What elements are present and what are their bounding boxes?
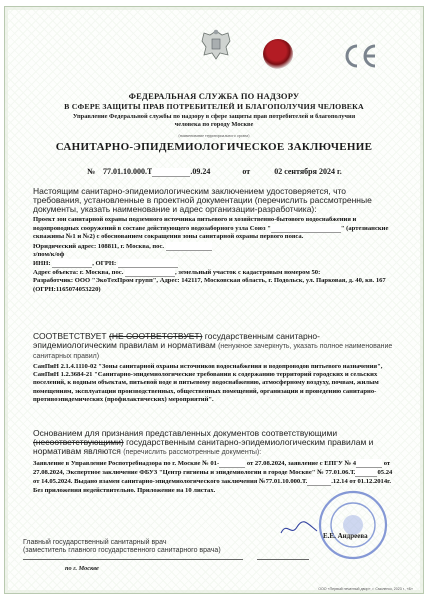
norms-list: СанПиН 2.1.4.1110-02 "Зоны санитарной охраны источников водоснабжения и водопроводов питьевого назначения", СанПиН 1.2.3684-21 "Санитарно-эпидемиологические требования к содержанию территорий городских и сельских поселений, к водным объектам, питьевой воде и питьевому водоснабжению, атмосферному воздуху, почвам, жилым помещениям, эксплуатации производственных, общественных помещений, организации и проведению санитарно-противоэпидемических (профилактических) мероприятий". [33,363,383,403]
office-hint: (наименование территориального органа) [178,133,250,138]
redacted-field [152,168,190,177]
document-title: САНИТАРНО-ЭПИДЕМИОЛОГИЧЕСКОЕ ЗАКЛЮЧЕНИЕ [55,141,373,153]
ce-logo-icon [337,43,381,69]
project-description: Проект зон санитарной охраны подземного источника питьевого и хозяйственно-бытового водоснабжения и водопроводных сооружений в составе действующего водозаборного узла Союз " " (артезианские скважины №1 и №2) с обоснованием сокращения зоны санитарной охраны первого пояса. Юридический адрес: 108811, г. Москва, пос. з/пом/к/оф ИНН: , ОГРН: Адрес объекта: г. Москва, пос. , земельный участок с кадастровым номером 50: Разработчик: ООО "ЭкоТехПром групп", Адрес: 142117, Московская область, г. Подольск, ул. Парковая, д. 40, кв. 167 (ОГРН:1165074053220) [33,216,389,293]
agency-name: ФЕДЕРАЛЬНАЯ СЛУЖБА ПО НАДЗОРУ [128,91,300,101]
number-value: 77.01.10.000.Т [103,167,153,176]
signature-role: Главный государственный санитарный врач (заместитель главного государственного санитарного врача) [23,539,221,555]
date-from: от [242,167,251,176]
signature-place: по г. Москве [65,565,99,572]
basis-documents: Заявление в Управление Роспотребнадзора по г. Москве № 01- от 27.08.2024, заявление с ЕПГУ № 4 от 27.08.2024, Экспертное заключение ФБУЗ "Центр гигиены и эпидемиологии в городе Москве" № 77.01.06.Т. 05.24 от 14.05.2024. Выдано взамен санитарно-эпидемиологического заключения №77.01.10.000.Т. .12.14 от 01.12.2014г. Без приложения недействительно. Приложение на 10 листах. [33,460,393,494]
number-suffix: .09.24 [190,167,211,176]
certificate-sheet [4,6,424,594]
conformity-statement: СООТВЕТСТВУЕТ (НЕ СООТВЕТСТВУЕТ) государственным санитарно-эпидемиологическим правилам и нормативам (ненужное зачеркнуть, указать полное наименование санитарных правил) [33,331,393,360]
signatory-name: Е.Е. Андреева [323,532,368,540]
intro-text: Настоящим санитарно-эпидемиологическим заключением удостоверяется, что требования, установленные в проектной документации (перечислить рассмотренные документы, указать наименование и адрес организации-разработчика): [33,186,372,214]
printer-footer: ООО «Первый печатный двор», г. Смоленск, 2023 г., «Б» [318,587,413,591]
coat-of-arms-emblem [198,27,234,63]
basis-statement: Основанием для признания представленных документов соответствующими (несоответствующими) государственным санитарно-эпидемиологическим правилам и нормативам являются (перечислить рассмотренные документы): [33,428,374,456]
handwritten-signature [279,519,319,539]
issue-date: 02 сентября 2024 г. [274,167,342,176]
agency-name-2: В СФЕРЕ ЗАЩИТЫ ПРАВ ПОТРЕБИТЕЛЕЙ И БЛАГОПОЛУЧИЯ ЧЕЛОВЕКА [64,102,364,111]
official-stamp [317,489,389,561]
territorial-office: Управление Федеральной службы по надзору в сфере защиты прав потребителей и благополучия [72,113,356,120]
certificate-number-line [87,167,342,177]
red-hologram-seal [263,39,293,69]
territorial-office-2: человека по городу Москве [174,121,254,128]
number-prefix: № [87,167,96,176]
